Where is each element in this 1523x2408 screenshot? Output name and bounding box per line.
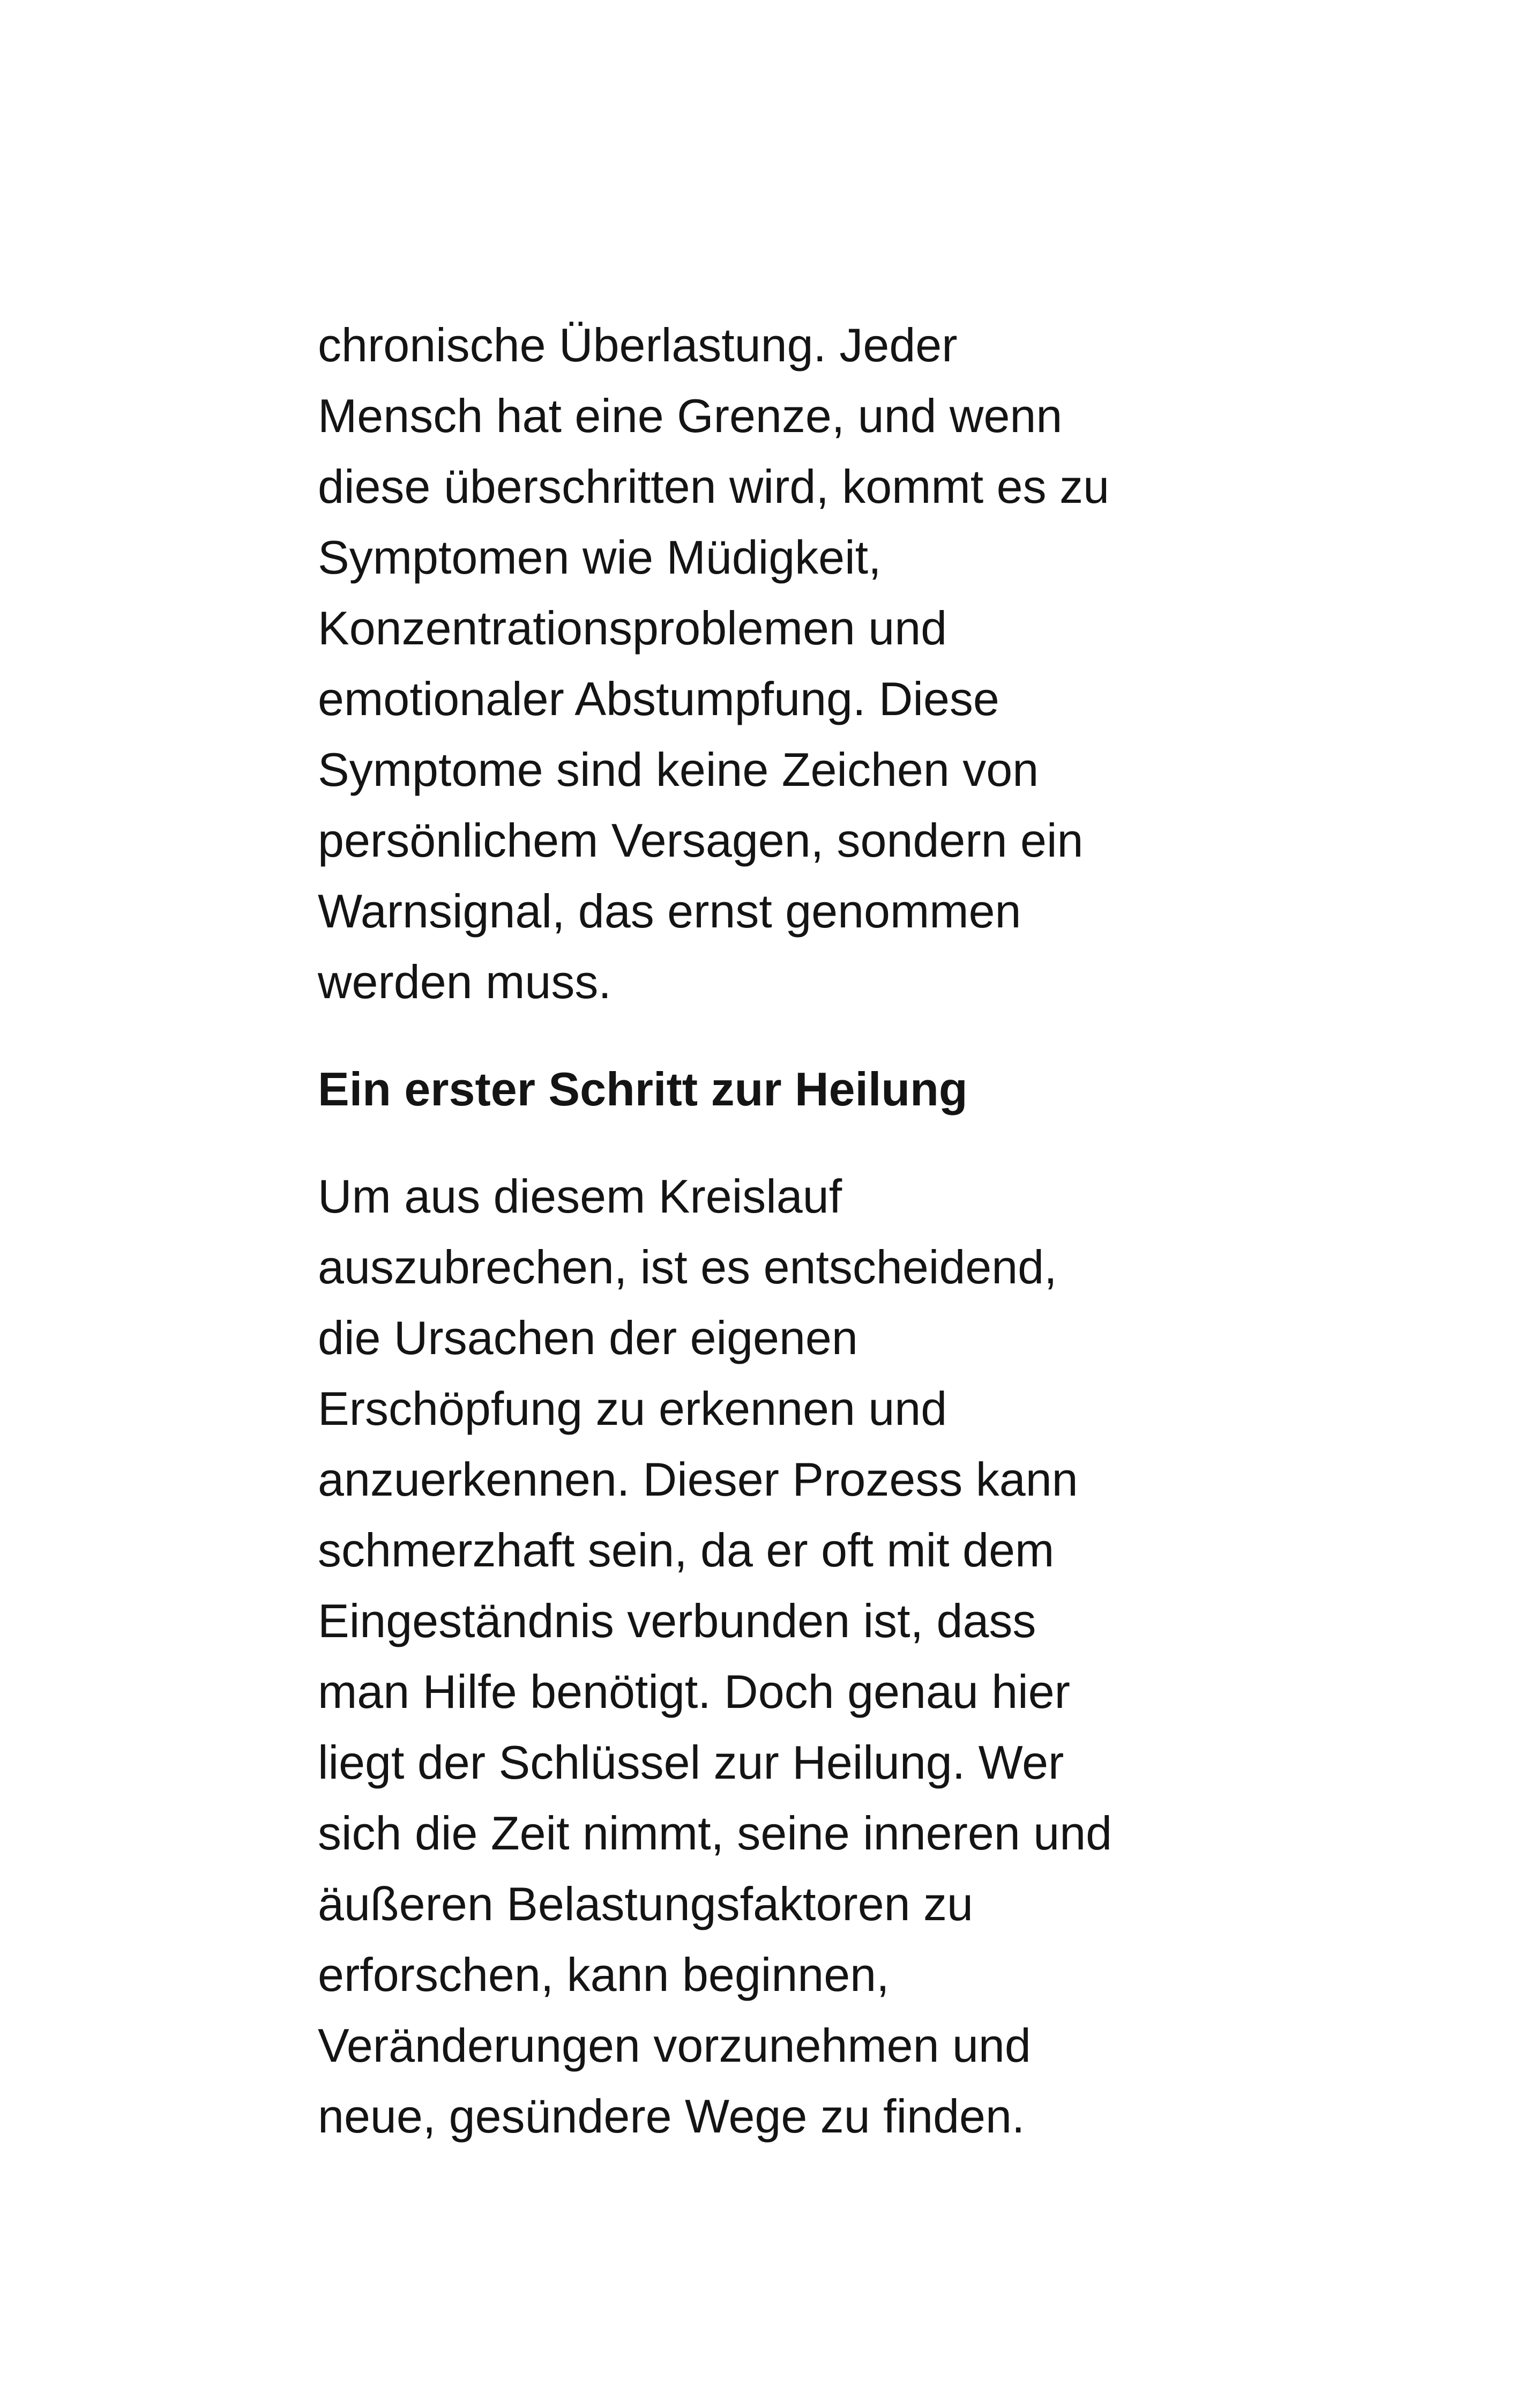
text-line: anzuerkennen. Dieser Prozess kann: [318, 1453, 1078, 1506]
text-line: Symptome sind keine Zeichen von: [318, 743, 1039, 796]
text-line: die Ursachen der eigenen: [318, 1311, 858, 1364]
paragraph-overload: [318, 310, 1218, 1017]
text-line: Mensch hat eine Grenze, und wenn: [318, 389, 1063, 442]
text-line: sich die Zeit nimmt, seine inneren und: [318, 1807, 1113, 1860]
text-line: erforschen, kann beginnen,: [318, 1948, 890, 2001]
text-line: schmerzhaft sein, da er oft mit dem: [318, 1523, 1055, 1577]
text-line: man Hilfe benötigt. Doch genau hier: [318, 1665, 1070, 1718]
text-line: auszubrechen, ist es entscheidend,: [318, 1240, 1057, 1294]
text-line: Eingeständnis verbunden ist, dass: [318, 1594, 1036, 1647]
text-line: Konzentrationsproblemen und: [318, 601, 947, 655]
paragraph-healing: [318, 1161, 1218, 2152]
text-line: äußeren Belastungsfaktoren zu: [318, 1877, 973, 1930]
text-line: werden muss.: [318, 955, 611, 1008]
text-line: Veränderungen vorzunehmen und: [318, 2019, 1031, 2072]
section-heading: Ein erster Schritt zur Heilung: [318, 1062, 968, 1116]
text-line: liegt der Schlüssel zur Heilung. Wer: [318, 1736, 1064, 1789]
text-line: chronische Überlastung. Jeder: [318, 318, 958, 371]
text-line: Warnsignal, das ernst genommen: [318, 885, 1021, 938]
text-line: Symptomen wie Müdigkeit,: [318, 531, 882, 584]
text-line: persönlichem Versagen, sondern ein: [318, 814, 1084, 867]
text-body: [318, 310, 1218, 2152]
text-line: Erschöpfung zu erkennen und: [318, 1382, 947, 1435]
text-line: Um aus diesem Kreislauf: [318, 1170, 842, 1223]
text-line: emotionaler Abstumpfung. Diese: [318, 672, 999, 725]
text-line: diese überschritten wird, kommt es zu: [318, 460, 1110, 513]
text-line: neue, gesündere Wege zu finden.: [318, 2090, 1025, 2143]
